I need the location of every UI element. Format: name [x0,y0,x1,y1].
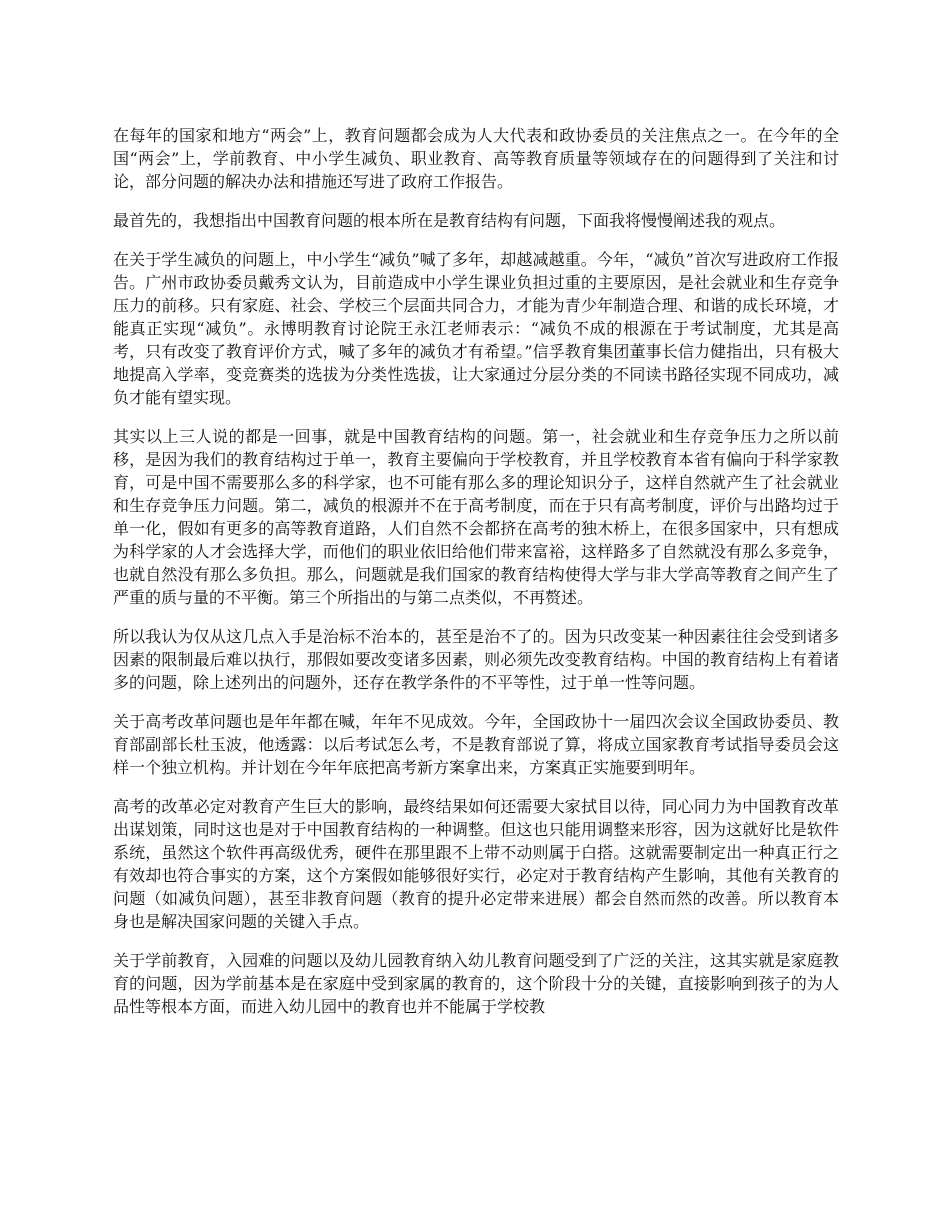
paragraph-5: 所以我认为仅从这几点入手是治标不治本的，甚至是治不了的。因为只改变某一种因素往往会受到诸多因素的限制最后难以执行，那假如要改变诸多因素，则必须先改变教育结构。中国的教育结构上有着诸多的问题，除上述列出的问题外，还存在教学条件的不平等性，过于单一性等问题。 [113,627,839,692]
paragraph-1: 在每年的国家和地方“两会”上，教育问题都会成为人大代表和政协委员的关注焦点之一。在今年的全国“两会”上，学前教育、中小学生减负、职业教育、高等教育质量等领域存在的问题得到了关注和讨论，部分问题的解决办法和措施还写进了政府工作报告。 [113,126,839,191]
paragraph-7: 高考的改革必定对教育产生巨大的影响，最终结果如何还需要大家拭目以待，同心同力为中国教育改革出谋划策，同时这也是对于中国教育结构的一种调整。但这也只能用调整来形容，因为这就好比是软件系统，虽然这个软件再高级优秀，硬件在那里跟不上带不动则属于白搭。这就需要制定出一种真正行之有效却也符合事实的方案，这个方案假如能够很好实行，必定对于教育结构产生影响，其他有关教育的问题（如减负问题），甚至非教育问题（教育的提升必定带来进展）都会自然而然的改善。所以教育本身也是解决国家问题的关键入手点。 [113,797,839,931]
paragraph-4: 其实以上三人说的都是一回事，就是中国教育结构的问题。第一，社会就业和生存竞争压力之所以前移，是因为我们的教育结构过于单一，教育主要偏向于学校教育，并且学校教育本省有偏向于科学家教育，可是中国不需要那么多的科学家，也不可能有那么多的理论知识分子，这样自然就产生了社会就业和生存竞争压力问题。第二，减负的根源并不在于高考制度，而在于只有高考制度，评价与出路均过于单一化，假如有更多的高等教育道路，人们自然不会都挤在高考的独木桥上，在很多国家中，只有想成为科学家的人才会选择大学，而他们的职业依旧给他们带来富裕，这样路多了自然就没有那么多竞争，也就自然没有那么多负担。那么，问题就是我们国家的教育结构使得大学与非大学高等教育之间产生了严重的质与量的不平衡。第三个所指出的与第二点类似，不再赘述。 [113,427,839,607]
paragraph-6: 关于高考改革问题也是年年都在喊，年年不见成效。今年，全国政协十一届四次会议全国政协委员、教育部副部长杜玉波，他透露：以后考试怎么考，不是教育部说了算，将成立国家教育考试指导委员会这样一个独立机构。并计划在今年年底把高考新方案拿出来，方案真正实施要到明年。 [113,712,839,777]
paragraph-8: 关于学前教育，入园难的问题以及幼儿园教育纳入幼儿教育问题受到了广泛的关注，这其实就是家庭教育的问题，因为学前基本是在家庭中受到家属的教育的，这个阶段十分的关键，直接影响到孩子的为人品性等根本方面，而进入幼儿园中的教育也并不能属于学校教 [113,951,839,1016]
paragraph-2: 最首先的，我想指出中国教育问题的根本所在是教育结构有问题，下面我将慢慢阐述我的观点。 [113,211,786,230]
paragraph-3: 在关于学生减负的问题上，中小学生“减负”喊了多年，却越减越重。今年，“减负”首次写进政府工作报告。广州市政协委员戴秀文认为，目前造成中小学生课业负担过重的主要原因，是社会就业和生存竞争压力的前移。只有家庭、社会、学校三个层面共同合力，才能为青少年制造合理、和谐的成长环境，才能真正实现“减负”。永博明教育讨论院王永江老师表示：“减负不成的根源在于考试制度，尤其是高考，只有改变了教育评价方式，喊了多年的减负才有希望。”信孚教育集团董事长信力健指出，只有极大地提高入学率，变竞赛类的选拔为分类性选拔，让大家通过分层分类的不同读书路径实现不同成功，减负才能有望实现。 [113,250,839,407]
document-body [113,124,839,1034]
